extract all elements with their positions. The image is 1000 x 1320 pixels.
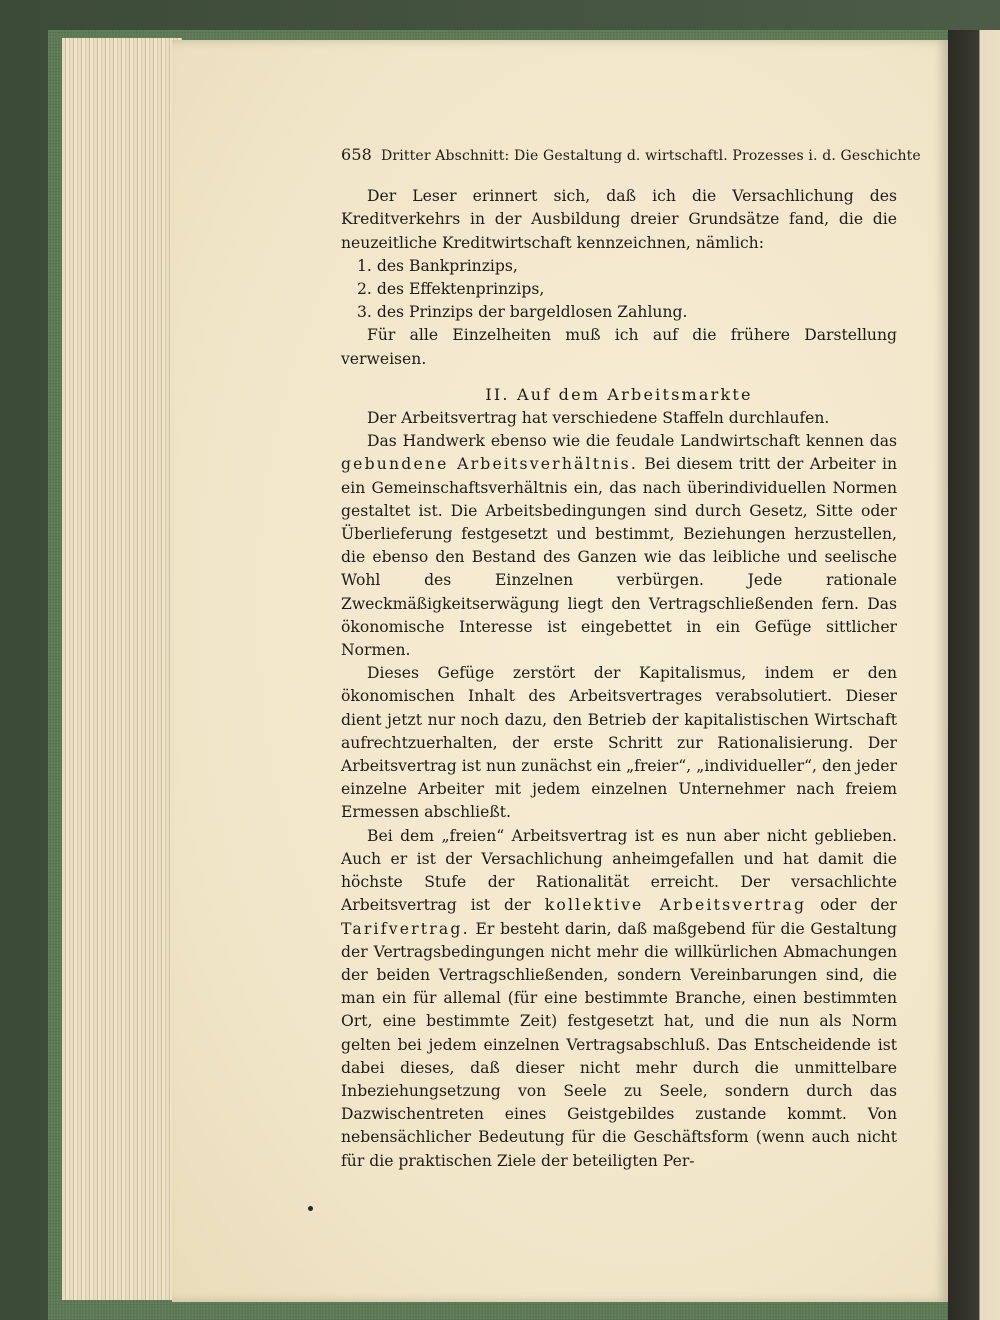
- paragraph-2-rest: Bei diesem tritt der Arbeiter in ein Gemeinschaftsverhältnis ein, das nach überindividuellen Normen gestaltet ist. Die Arbeitsbedingungen sind durch Gesetz, Sitte oder Überlieferung festgesetzt und bestimmt, Beziehungen herzustellen, die ebenso den Bestand des Ganzen wie das leibliche und seelische Wohl des Einzelnen verbürgen. Jede rationale Zweckmäßigkeitserwägung liegt den Vertragschließenden fern. Das ökonomische Interesse ist eingebettet in ein Gefüge sittlicher Normen.: [341, 455, 898, 660]
- section-heading: II. Auf dem Arbeitsmarkte: [485, 384, 753, 404]
- running-title: Dritter Abschnitt: Die Gestaltung d. wirtschaftl. Prozesses i. d. Geschichte: [381, 148, 921, 164]
- reference-sentence: Für alle Einzelheiten muß ich auf die frühere Darstellung verweisen.: [341, 326, 897, 368]
- paragraph-4-mid: oder der: [806, 896, 897, 915]
- paragraph-4: [341, 825, 897, 1173]
- page-number: 658: [341, 145, 372, 164]
- page-edges: [62, 38, 182, 1300]
- ink-dot: [308, 1206, 313, 1211]
- page-text: [341, 143, 921, 1173]
- list-item: 1. des Bankprinzips,: [357, 256, 518, 275]
- running-header: [341, 143, 921, 168]
- paragraph-4-rest: Er besteht darin, daß maßgebend für die Gestaltung der Vertragsbedingungen nicht mehr die willkürlichen Abmachungen der beiden Vertragschließenden, sondern Vereinbarungen sind, die man ein für allemal (für eine bestimmte Branche, einen bestimmten Ort, eine bestimmte Zeit) festgesetzt hat, und die nun als Norm gelten bei jedem einzelnen Vertragsabschluß. Das Entscheidende ist dabei dieses, daß dieser nicht mehr durch die unmittelbare Inbeziehungsetzung von Seele zu Seele, sondern durch das Dazwischentreten eines Geistgebildes zustande kommt. Von nebensächlicher Bedeutung für die Geschäftsform (wenn auch nicht für die praktischen Ziele der beteiligten Per-: [341, 919, 897, 1170]
- next-page-edge: [948, 30, 1000, 1320]
- intro-paragraph: Der Leser erinnert sich, daß ich die Versachlichung des Kreditverkehrs in der Ausbildung dreier Grundsätze fand, die die neuzeitliche Kreditwirtschaft kennzeichnen, nämlich:: [341, 187, 897, 252]
- paragraph-1: Der Arbeitsvertrag hat verschiedene Staffeln durchlaufen.: [367, 409, 830, 428]
- paragraph-2-start: Das Handwerk ebenso wie die feudale Landwirtschaft kennen das: [367, 432, 897, 451]
- paragraph-4-start: Bei dem „freien“ Arbeitsvertrag ist es nun aber nicht geblieben. Auch er ist der Versachlichung anheimgefallen und hat damit die höchste Stufe der Rationalität erreicht. Der versachlichte Arbeitsvertrag ist der: [341, 826, 897, 915]
- paragraph-2: [341, 430, 897, 662]
- emphasis-kollektiver-arbeitsvertrag: kollektive Arbeitsvertrag: [544, 896, 807, 915]
- emphasis-gebundenes-arbeitsverhaeltnis: gebundene Arbeitsverhältnis.: [341, 455, 639, 474]
- list-item: 2. des Effektenprinzips,: [357, 280, 545, 299]
- list-item: 3. des Prinzips der bargeldlosen Zahlung.: [357, 303, 688, 322]
- emphasis-tarifvertrag: Tarifvertrag.: [341, 919, 470, 938]
- paragraph-3: Dieses Gefüge zerstört der Kapitalismus, indem er den ökonomischen Inhalt des Arbeitsvertrages verabsolutiert. Dieser dient jetzt nur noch dazu, den Betrieb der kapitalistischen Wirtschaft aufrechtzuerhalten, der erste Schritt zur Rationalisierung. Der Arbeitsvertrag ist nun zunächst ein „freier“, „individueller“, den jeder einzelne Arbeiter mit jedem einzelnen Unternehmer nach freiem Ermessen abschließt.: [341, 664, 897, 822]
